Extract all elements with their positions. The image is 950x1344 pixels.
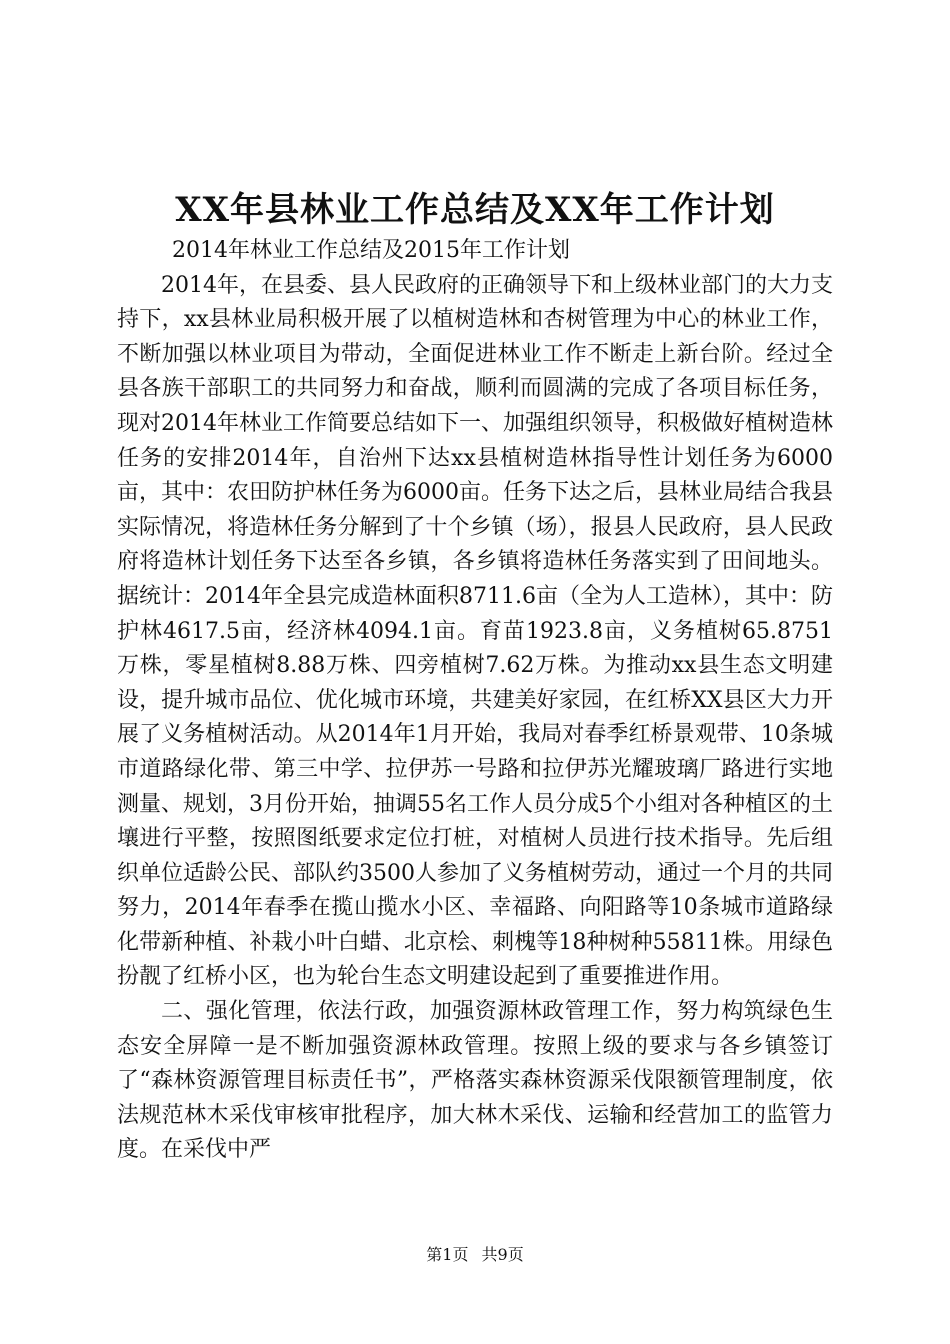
document-title: XX年县林业工作总结及XX年工作计划 xyxy=(175,190,775,230)
document-body xyxy=(117,234,833,1168)
paragraph-2: 二、强化管理，依法行政，加强资源林政管理工作，努力构筑绿色生态安全屏障一是不断加强资源林政管理。按照上级的要求与各乡镇签订了“森林资源管理目标责任书”，严格落实森林资源采伐限额管理制度，依法规范林木采伐审核审批程序，加大林木采伐、运输和经营加工的监管力度。在采伐中严 xyxy=(117,999,833,1163)
document-subtitle: 2014年林业工作总结及2015年工作计划 xyxy=(172,238,570,263)
page-footer xyxy=(0,1243,950,1267)
paragraph-1: 2014年，在县委、县人民政府的正确领导下和上级林业部门的大力支持下，xx县林业局积极开展了以植树造林和杏树管理为中心的林业工作，不断加强以林业项目为带动，全面促进林业工作不断走上新台阶。经过全县各族干部职工的共同努力和奋战，顺利而圆满的完成了各项目标任务，现对2014年林业工作简要总结如下一、加强组织领导，积极做好植树造林任务的安排2014年，自治州下达xx县植树造林指导性计划任务为6000亩，其中：农田防护林任务为6000亩。任务下达之后，县林业局结合我县实际情况，将造林任务分解到了十个乡镇（场），报县人民政府，县人民政府将造林计划任务下达至各乡镇，各乡镇将造林任务落实到了田间地头。据统计：2014年全县完成造林面积8711.6亩（全为人工造林），其中：防护林4617.5亩，经济林4094.1亩。育苗1923.8亩，义务植树65.8751万株，零星植树8.88万株、四旁植树7.62万株。为推动xx县生态文明建设，提升城市品位、优化城市环境，共建美好家园，在红桥XX县区大力开展了义务植树活动。从2014年1月开始，我局对春季红桥景观带、10条城市道路绿化带、第三中学、拉伊苏一号路和拉伊苏光耀玻璃厂路进行实地测量、规划，3月份开始，抽调55名工作人员分成5个小组对各种植区的土壤进行平整，按照图纸要求定位打桩，对植树人员进行技术指导。先后组织单位适龄公民、部队约3500人参加了义务植树劳动，通过一个月的共同努力，2014年春季在揽山揽水小区、幸福路、向阳路等10条城市道路绿化带新种植、补栽小叶白蜡、北京桧、刺槐等18种树种55811株。用绿色扮靓了红桥小区，也为轮台生态文明建设起到了重要推进作用。 xyxy=(117,272,833,990)
page-number: 第1页 xyxy=(426,1245,469,1264)
page-total: 共9页 xyxy=(481,1245,524,1264)
